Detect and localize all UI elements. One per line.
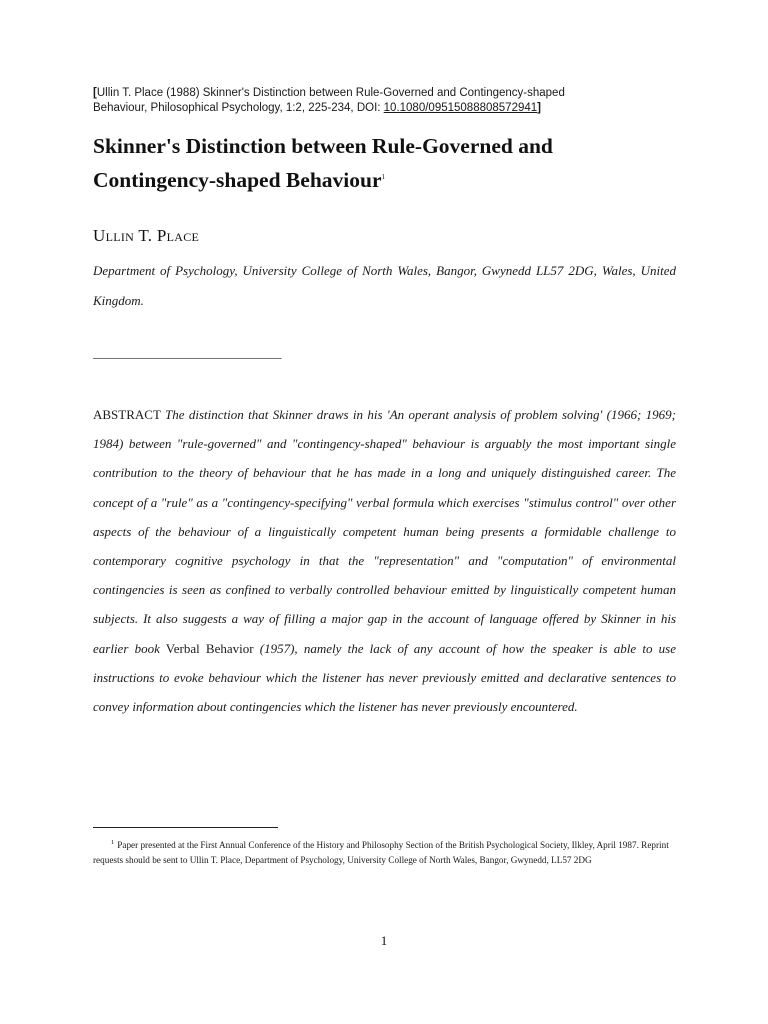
citation-open-bracket: [ xyxy=(93,87,97,99)
page-number: 1 xyxy=(380,933,388,948)
paper-title xyxy=(93,131,693,196)
doi-link[interactable]: 10.1080/09515088808572941 xyxy=(383,102,538,114)
footnote-divider xyxy=(93,827,278,828)
abstract xyxy=(93,400,676,721)
footnote-text: Paper presented at the First Annual Conference of the History and Philosophy Section of the British Psychological Society, Ilkley, April 1987. Reprint requests should be sent to Ullin T. Place, Department of Psychology, University College of North Wales, Bangor, Gwynedd, LL57 2DG xyxy=(93,840,669,866)
citation-text: Ullin T. Place (1988) Skinner's Distinction between Rule-Governed and Contingency-shaped Behaviour, Philosophical Psychology, 1:2, 225-234, DOI: xyxy=(93,87,565,114)
abstract-text-part-1: The distinction that Skinner draws in his 'An operant analysis of problem solving' (1966; 1969; 1984) between "rule-governed" and "contingency-shaped" behaviour is arguably the most important single contribution to the theory of behaviour that he has made in a long and uniquely distinguished career. The concept of a "rule" as a "contingency-specifying" verbal formula which exercises "stimulus control" over other aspects of the behaviour of a linguistically competent human being presents a formidable challenge to contemporary cognitive psychology in that the "representation" and "computation" of environmental contingencies is seen as confined to verbally controlled behaviour emitted by linguistically competent human subjects. It also suggests a way of filling a major gap in the account of language offered by Skinner in his earlier book xyxy=(93,407,676,656)
title-line-2: Contingency-shaped Behaviour xyxy=(93,168,382,193)
footnote xyxy=(93,835,693,868)
title-line-1: Skinner's Distinction between Rule-Governed and xyxy=(93,134,553,158)
author-affiliation: Department of Psychology, University College of North Wales, Bangor, Gwynedd LL57 2DG, Wales, United Kingdom. xyxy=(93,263,676,308)
citation-header xyxy=(93,86,613,116)
author-name: Ullin T. Place xyxy=(93,226,200,245)
citation-close-bracket: ] xyxy=(537,102,541,114)
abstract-text-part-2: (1957), namely the lack of any account of how the speaker is able to use instructions to evoke behaviour which the listener has never previously emitted and declarative sentences to convey information about contingencies which the listener has never previously encountered. xyxy=(93,640,676,715)
section-separator: _____________________________ xyxy=(93,345,282,360)
abstract-label: ABSTRACT xyxy=(93,407,161,422)
abstract-book-title: Verbal Behavior xyxy=(165,640,254,656)
title-footnote-marker[interactable]: 1 xyxy=(381,173,385,181)
footnote-marker: 1 xyxy=(111,839,115,846)
